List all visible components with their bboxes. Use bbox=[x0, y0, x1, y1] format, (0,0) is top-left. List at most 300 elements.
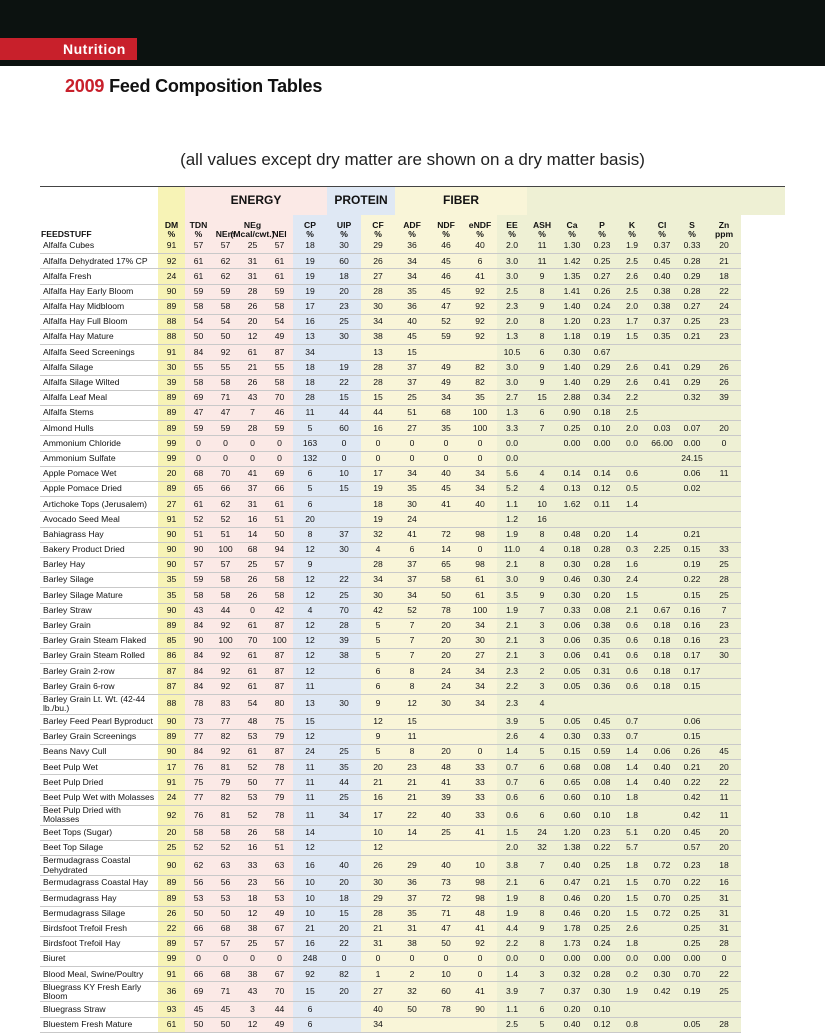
table-cell: 0.0 bbox=[497, 952, 527, 967]
table-cell: 18 bbox=[239, 891, 266, 906]
table-cell: 100 bbox=[463, 603, 497, 618]
feedstuff-name: Beet Pulp Dried with Molasses bbox=[40, 805, 158, 825]
table-cell: 0.28 bbox=[677, 254, 707, 269]
table-cell bbox=[647, 1017, 677, 1032]
table-row bbox=[40, 790, 785, 805]
table-cell: 0.7 bbox=[497, 775, 527, 790]
table-cell: 20 bbox=[327, 982, 361, 1002]
table-cell: 1.9 bbox=[497, 527, 527, 542]
table-cell: 5.1 bbox=[617, 825, 647, 840]
table-cell bbox=[557, 512, 587, 527]
table-cell: 84 bbox=[185, 649, 212, 664]
table-cell: 16 bbox=[293, 856, 327, 876]
table-cell: 0.32 bbox=[557, 967, 587, 982]
table-cell bbox=[707, 482, 741, 497]
column-header-label: DM bbox=[164, 220, 179, 230]
table-cell: 20 bbox=[707, 760, 741, 775]
title-year: 2009 bbox=[65, 76, 105, 96]
table-cell: 99 bbox=[158, 952, 185, 967]
table-cell: 0.35 bbox=[647, 330, 677, 345]
table-cell: 0.37 bbox=[647, 239, 677, 254]
table-cell: 0.2 bbox=[617, 967, 647, 982]
table-cell: 0.00 bbox=[677, 436, 707, 451]
table-cell: 91 bbox=[158, 345, 185, 360]
table-cell: 5 bbox=[293, 421, 327, 436]
table-cell: 5.2 bbox=[497, 482, 527, 497]
table-cell: 20 bbox=[158, 825, 185, 840]
table-cell: 7 bbox=[395, 649, 429, 664]
table-cell: 10 bbox=[293, 876, 327, 891]
section-label: Nutrition bbox=[0, 38, 137, 60]
table-cell: 0.05 bbox=[557, 664, 587, 679]
table-cell: 0.07 bbox=[677, 421, 707, 436]
table-cell: 68 bbox=[212, 967, 239, 982]
table-cell: 33 bbox=[463, 805, 497, 825]
table-cell: 2.2 bbox=[617, 390, 647, 405]
feedstuff-name: Beet Tops (Sugar) bbox=[40, 825, 158, 840]
table-cell: 8 bbox=[527, 557, 557, 572]
column-header-label: CP bbox=[304, 220, 316, 230]
table-cell: 82 bbox=[463, 360, 497, 375]
table-cell: 3.9 bbox=[497, 982, 527, 1002]
table-cell: 89 bbox=[158, 299, 185, 314]
table-cell: 0.25 bbox=[677, 936, 707, 951]
table-cell: 31 bbox=[239, 269, 266, 284]
table-cell: 56 bbox=[212, 876, 239, 891]
table-cell: 33 bbox=[707, 542, 741, 557]
feedstuff-name: Beet Top Silage bbox=[40, 840, 158, 855]
table-cell: 32 bbox=[395, 982, 429, 1002]
table-cell: 25 bbox=[707, 557, 741, 572]
table-cell: 19 bbox=[361, 482, 395, 497]
table-cell: 1.1 bbox=[497, 1002, 527, 1017]
table-cell: 20 bbox=[707, 840, 741, 855]
table-cell: 77 bbox=[212, 714, 239, 729]
table-cell: 25 bbox=[327, 745, 361, 760]
table-cell: 32 bbox=[361, 527, 395, 542]
table-cell: 57 bbox=[212, 557, 239, 572]
table-cell: 56 bbox=[266, 876, 293, 891]
table-cell bbox=[677, 345, 707, 360]
table-cell: 55 bbox=[212, 360, 239, 375]
table-cell: 34 bbox=[361, 314, 395, 329]
table-cell: 58 bbox=[429, 573, 463, 588]
table-cell: 7 bbox=[527, 856, 557, 876]
table-cell: 81 bbox=[212, 760, 239, 775]
table-cell: 21 bbox=[395, 790, 429, 805]
table-row bbox=[40, 603, 785, 618]
table-cell: 6 bbox=[527, 775, 557, 790]
table-cell: 1.2 bbox=[497, 512, 527, 527]
table-cell: 18 bbox=[361, 497, 395, 512]
table-cell bbox=[327, 840, 361, 855]
table-cell: 35 bbox=[395, 482, 429, 497]
table-cell: 19 bbox=[327, 360, 361, 375]
table-cell: 0.30 bbox=[647, 967, 677, 982]
table-cell: 14 bbox=[429, 542, 463, 557]
table-cell: 39 bbox=[707, 390, 741, 405]
table-cell: 50 bbox=[429, 936, 463, 951]
table-cell: 2.1 bbox=[497, 618, 527, 633]
table-cell: 100 bbox=[212, 542, 239, 557]
table-cell: 36 bbox=[395, 876, 429, 891]
table-cell: 2.25 bbox=[647, 542, 677, 557]
feedstuff-name: Beet Pulp Wet with Molasses bbox=[40, 790, 158, 805]
table-cell: 5 bbox=[361, 618, 395, 633]
table-cell: 36 bbox=[158, 982, 185, 1002]
table-cell: 16 bbox=[293, 314, 327, 329]
table-cell: 34 bbox=[429, 390, 463, 405]
table-cell: 11.0 bbox=[497, 542, 527, 557]
table-cell: 0.23 bbox=[677, 856, 707, 876]
table-cell: 1.5 bbox=[617, 330, 647, 345]
column-header bbox=[185, 215, 212, 239]
table-cell: 28 bbox=[361, 360, 395, 375]
table-cell: 1.9 bbox=[497, 603, 527, 618]
table-cell: 2.6 bbox=[617, 360, 647, 375]
table-cell bbox=[707, 512, 741, 527]
table-cell: 66 bbox=[185, 967, 212, 982]
table-cell: 9 bbox=[527, 588, 557, 603]
table-cell: 37 bbox=[395, 375, 429, 390]
column-header-unit: (Mcal/cwt.) bbox=[230, 229, 275, 239]
table-cell: 30 bbox=[158, 360, 185, 375]
column-header bbox=[677, 215, 707, 239]
column-header-label: NEg bbox=[243, 220, 262, 230]
table-cell: 0.06 bbox=[557, 618, 587, 633]
table-row bbox=[40, 694, 785, 714]
table-cell: 38 bbox=[239, 967, 266, 982]
column-header-label: EE bbox=[506, 220, 518, 230]
table-cell: 89 bbox=[158, 421, 185, 436]
table-cell bbox=[463, 729, 497, 744]
table-cell: 3.0 bbox=[497, 269, 527, 284]
feedstuff-name: Barley Hay bbox=[40, 557, 158, 572]
table-cell: 0.08 bbox=[587, 760, 617, 775]
column-header-label: Ca bbox=[566, 220, 578, 230]
table-cell: 0 bbox=[239, 603, 266, 618]
table-cell: 34 bbox=[463, 482, 497, 497]
table-cell: 79 bbox=[266, 790, 293, 805]
table-cell bbox=[617, 345, 647, 360]
table-cell: 58 bbox=[266, 588, 293, 603]
table-cell: 100 bbox=[212, 633, 239, 648]
table-cell bbox=[647, 466, 677, 481]
table-cell: 1.5 bbox=[617, 876, 647, 891]
table-cell: 0.29 bbox=[677, 269, 707, 284]
table-cell: 5 bbox=[527, 1017, 557, 1032]
column-header-label: NEm bbox=[215, 229, 236, 239]
table-cell: 34 bbox=[463, 618, 497, 633]
table-cell bbox=[429, 729, 463, 744]
table-cell: 7 bbox=[527, 982, 557, 1002]
table-cell: 87 bbox=[266, 618, 293, 633]
table-cell bbox=[647, 694, 677, 714]
table-cell: 35 bbox=[158, 573, 185, 588]
column-header-unit: % bbox=[568, 229, 576, 239]
table-cell: 7 bbox=[395, 633, 429, 648]
column-header-unit: % bbox=[476, 229, 484, 239]
table-cell: 51 bbox=[266, 840, 293, 855]
table-cell: 90 bbox=[185, 542, 212, 557]
table-cell: 0 bbox=[239, 451, 266, 466]
table-cell: 82 bbox=[463, 375, 497, 390]
table-cell: 70 bbox=[266, 390, 293, 405]
table-cell: 3.8 bbox=[497, 856, 527, 876]
table-cell bbox=[557, 694, 587, 714]
table-cell: 0.15 bbox=[677, 679, 707, 694]
table-cell: 26 bbox=[239, 825, 266, 840]
table-cell: 39 bbox=[429, 790, 463, 805]
column-header-label: P bbox=[599, 220, 605, 230]
table-cell: 54 bbox=[266, 314, 293, 329]
column-header-unit: % bbox=[598, 229, 606, 239]
table-cell: 92 bbox=[293, 967, 327, 982]
table-cell: 11 bbox=[293, 790, 327, 805]
table-cell: 90 bbox=[158, 557, 185, 572]
table-cell: 9 bbox=[361, 729, 395, 744]
table-cell: 0.67 bbox=[587, 345, 617, 360]
table-cell: 99 bbox=[158, 451, 185, 466]
table-cell: 1.40 bbox=[557, 299, 587, 314]
table-cell: 28 bbox=[327, 618, 361, 633]
table-cell: 9 bbox=[527, 269, 557, 284]
table-row bbox=[40, 330, 785, 345]
table-cell: 22 bbox=[707, 284, 741, 299]
column-header-label: ADF bbox=[403, 220, 421, 230]
table-cell: 30 bbox=[327, 542, 361, 557]
table-cell: 0.10 bbox=[587, 805, 617, 825]
table-cell: 12 bbox=[239, 906, 266, 921]
table-cell: 78 bbox=[429, 1002, 463, 1017]
table-cell: 59 bbox=[266, 421, 293, 436]
table-row bbox=[40, 760, 785, 775]
table-cell: 6 bbox=[527, 760, 557, 775]
table-cell bbox=[463, 1017, 497, 1032]
table-cell: 35 bbox=[463, 390, 497, 405]
table-cell: 50 bbox=[395, 1002, 429, 1017]
table-cell: 24 bbox=[395, 512, 429, 527]
table-cell: 6 bbox=[527, 345, 557, 360]
table-cell: 0.72 bbox=[647, 906, 677, 921]
table-cell: 0.36 bbox=[587, 679, 617, 694]
table-cell: 84 bbox=[185, 745, 212, 760]
feedstuff-name: Beet Pulp Wet bbox=[40, 760, 158, 775]
table-cell: 44 bbox=[327, 406, 361, 421]
table-cell: 1.20 bbox=[557, 314, 587, 329]
table-cell: 49 bbox=[429, 360, 463, 375]
table-cell: 5 bbox=[527, 745, 557, 760]
feedstuff-name: Alfalfa Silage bbox=[40, 360, 158, 375]
table-cell: 30 bbox=[361, 588, 395, 603]
feedstuff-name: Bahiagrass Hay bbox=[40, 527, 158, 542]
table-cell: 0.27 bbox=[677, 299, 707, 314]
table-cell: 0.40 bbox=[557, 1017, 587, 1032]
table-cell: 0.32 bbox=[677, 390, 707, 405]
table-cell: 87 bbox=[158, 664, 185, 679]
table-cell: 26 bbox=[361, 856, 395, 876]
table-cell: 0.34 bbox=[587, 390, 617, 405]
table-cell: 25 bbox=[395, 390, 429, 405]
table-cell: 61 bbox=[239, 679, 266, 694]
table-cell bbox=[587, 694, 617, 714]
table-cell: 76 bbox=[185, 760, 212, 775]
table-cell: 25 bbox=[158, 840, 185, 855]
table-cell: 40 bbox=[429, 856, 463, 876]
table-body bbox=[40, 239, 785, 1032]
table-cell: 23 bbox=[707, 330, 741, 345]
table-cell: 1.4 bbox=[617, 775, 647, 790]
table-cell: 13 bbox=[361, 345, 395, 360]
table-cell: 3 bbox=[527, 649, 557, 664]
table-cell: 10 bbox=[293, 906, 327, 921]
table-cell: 8 bbox=[527, 314, 557, 329]
table-cell: 0.33 bbox=[557, 603, 587, 618]
table-cell: 25 bbox=[707, 588, 741, 603]
table-cell bbox=[707, 714, 741, 729]
table-cell: 16 bbox=[527, 512, 557, 527]
table-cell: 54 bbox=[212, 314, 239, 329]
table-cell: 132 bbox=[293, 451, 327, 466]
table-cell: 52 bbox=[185, 840, 212, 855]
table-cell: 23 bbox=[707, 314, 741, 329]
table-cell: 8 bbox=[527, 330, 557, 345]
table-cell: 31 bbox=[707, 906, 741, 921]
table-cell: 61 bbox=[239, 649, 266, 664]
column-header-label: UIP bbox=[336, 220, 352, 230]
table-cell: 92 bbox=[463, 936, 497, 951]
table-cell: 66 bbox=[212, 482, 239, 497]
table-cell: 90 bbox=[158, 603, 185, 618]
table-cell: 17 bbox=[158, 760, 185, 775]
table-cell bbox=[527, 436, 557, 451]
table-cell: 1.8 bbox=[617, 790, 647, 805]
table-cell: 0.08 bbox=[587, 603, 617, 618]
table-cell: 0.24 bbox=[587, 936, 617, 951]
table-cell bbox=[647, 936, 677, 951]
table-cell: 61 bbox=[266, 497, 293, 512]
table-cell: 6 bbox=[463, 254, 497, 269]
table-cell: 87 bbox=[158, 679, 185, 694]
table-cell: 0 bbox=[395, 952, 429, 967]
table-cell bbox=[647, 805, 677, 825]
table-cell: 26 bbox=[239, 573, 266, 588]
table-cell: 0.25 bbox=[587, 254, 617, 269]
table-cell: 12 bbox=[293, 649, 327, 664]
table-cell: 1.3 bbox=[497, 330, 527, 345]
table-cell: 44 bbox=[266, 1002, 293, 1017]
table-cell: 0.40 bbox=[647, 269, 677, 284]
table-cell: 23 bbox=[707, 633, 741, 648]
table-cell: 4 bbox=[527, 729, 557, 744]
table-cell: 0 bbox=[463, 436, 497, 451]
table-cell: 30 bbox=[429, 694, 463, 714]
table-cell: 9 bbox=[361, 694, 395, 714]
table-cell: 58 bbox=[212, 588, 239, 603]
table-cell: 35 bbox=[395, 906, 429, 921]
table-row bbox=[40, 775, 785, 790]
table-cell: 20 bbox=[429, 745, 463, 760]
table-row bbox=[40, 840, 785, 855]
table-cell: 45 bbox=[395, 330, 429, 345]
table-cell: 0 bbox=[395, 436, 429, 451]
table-cell: 79 bbox=[212, 775, 239, 790]
table-cell bbox=[327, 729, 361, 744]
table-cell: 53 bbox=[239, 790, 266, 805]
table-cell: 30 bbox=[707, 649, 741, 664]
group-fiber: FIBER bbox=[395, 187, 527, 216]
table-cell: 8 bbox=[395, 745, 429, 760]
table-cell: 0.23 bbox=[587, 314, 617, 329]
table-cell: 0.18 bbox=[647, 649, 677, 664]
table-cell: 0.19 bbox=[587, 330, 617, 345]
table-cell: 248 bbox=[293, 952, 327, 967]
table-cell: 18 bbox=[293, 375, 327, 390]
table-cell: 0.29 bbox=[587, 360, 617, 375]
table-cell: 1.4 bbox=[617, 760, 647, 775]
table-cell: 37 bbox=[239, 482, 266, 497]
table-cell: 0.0 bbox=[497, 451, 527, 466]
table-row bbox=[40, 451, 785, 466]
feedstuff-name: Bakery Product Dried bbox=[40, 542, 158, 557]
table-cell: 30 bbox=[327, 239, 361, 254]
table-cell: 48 bbox=[239, 714, 266, 729]
table-cell: 22 bbox=[707, 775, 741, 790]
table-cell: 0.00 bbox=[557, 436, 587, 451]
table-cell: 66.00 bbox=[647, 436, 677, 451]
table-cell: 55 bbox=[266, 360, 293, 375]
table-cell bbox=[647, 1002, 677, 1017]
table-cell: 5 bbox=[527, 714, 557, 729]
table-cell: 45 bbox=[429, 254, 463, 269]
table-cell: 10 bbox=[463, 856, 497, 876]
table-cell: 92 bbox=[212, 664, 239, 679]
table-row bbox=[40, 314, 785, 329]
table-row bbox=[40, 512, 785, 527]
table-cell: 3 bbox=[527, 618, 557, 633]
table-cell: 2.5 bbox=[617, 254, 647, 269]
column-header bbox=[158, 215, 185, 239]
table-cell: 6 bbox=[395, 542, 429, 557]
table-cell: 0 bbox=[239, 436, 266, 451]
table-cell: 8 bbox=[395, 679, 429, 694]
table-cell: 91 bbox=[158, 775, 185, 790]
table-cell: 0.48 bbox=[557, 527, 587, 542]
table-cell: 10 bbox=[327, 466, 361, 481]
table-cell: 2.5 bbox=[497, 1017, 527, 1032]
table-cell: 12 bbox=[395, 694, 429, 714]
table-cell: 23 bbox=[239, 876, 266, 891]
table-cell: 34 bbox=[395, 254, 429, 269]
table-cell: 0.26 bbox=[587, 284, 617, 299]
table-cell: 0.41 bbox=[587, 649, 617, 664]
table-cell: 16 bbox=[239, 840, 266, 855]
table-cell: 26 bbox=[239, 299, 266, 314]
table-cell: 10.5 bbox=[497, 345, 527, 360]
table-cell: 52 bbox=[239, 760, 266, 775]
table-cell: 0.18 bbox=[647, 664, 677, 679]
table-cell: 16 bbox=[239, 512, 266, 527]
table-cell: 0.29 bbox=[677, 375, 707, 390]
table-cell: 0.20 bbox=[557, 1002, 587, 1017]
table-cell: 53 bbox=[266, 891, 293, 906]
table-cell: 23 bbox=[327, 299, 361, 314]
table-cell: 0.38 bbox=[587, 618, 617, 633]
table-cell bbox=[429, 345, 463, 360]
table-cell: 2.5 bbox=[497, 284, 527, 299]
table-cell: 21 bbox=[395, 775, 429, 790]
table-cell: 0.00 bbox=[587, 436, 617, 451]
